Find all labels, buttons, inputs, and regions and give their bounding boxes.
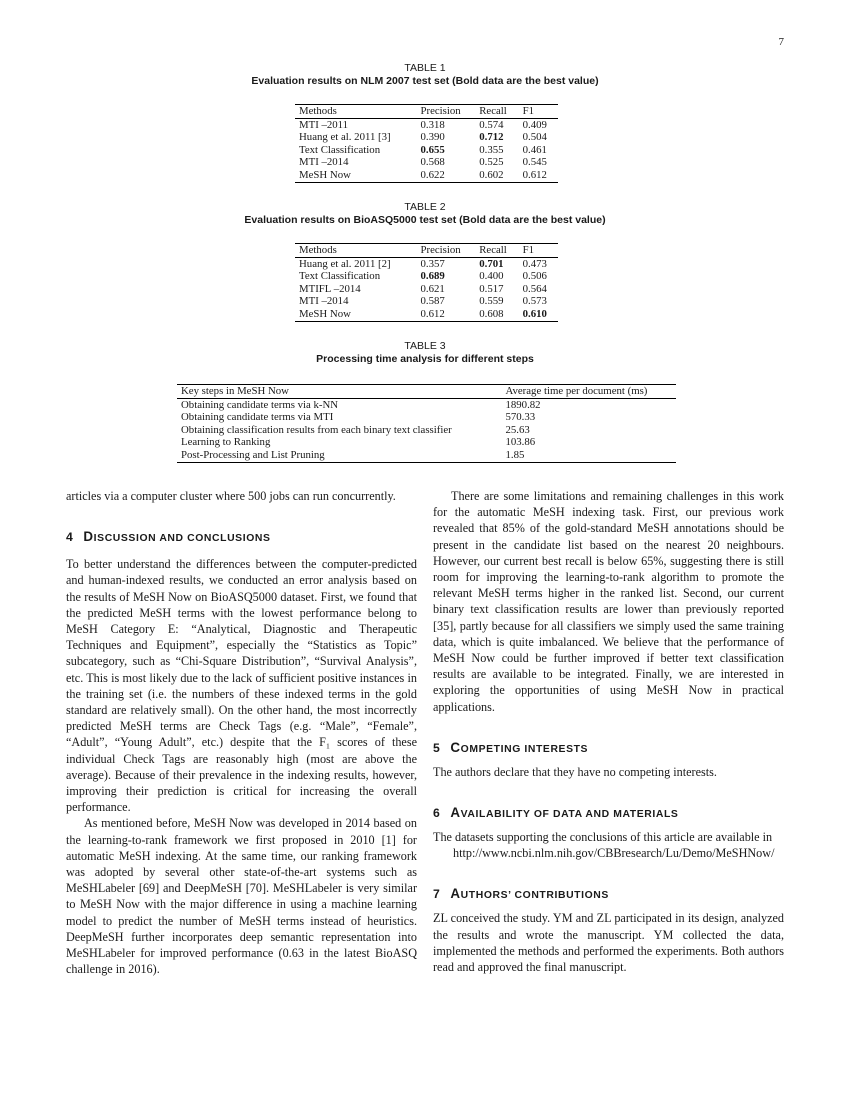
table-cell: 0.573 <box>522 295 547 308</box>
table1-col-recall: Recall <box>479 105 507 117</box>
section-initial: A <box>450 805 461 821</box>
table-row <box>177 398 676 411</box>
table-cell: Text Classification <box>299 143 381 156</box>
table-cell-best: 0.712 <box>479 131 504 144</box>
table-cell: MTI –2014 <box>299 156 349 169</box>
table-cell: 0.622 <box>420 168 445 181</box>
table-row <box>295 144 558 157</box>
table-cell: 0.409 <box>522 118 547 131</box>
table-cell: 0.608 <box>479 307 504 320</box>
table-cell: 0.621 <box>420 282 445 295</box>
left-column <box>66 488 417 977</box>
table3-col-steps: Key steps in MeSH Now <box>181 385 289 397</box>
section-title-rest: OMPETING INTERESTS <box>460 743 589 755</box>
table2-col-precision: Precision <box>420 244 461 256</box>
table-cell: 0.318 <box>420 118 445 131</box>
table-cell: Obtaining classification results from each binary text classifier <box>181 423 452 436</box>
competing-interests-paragraph: The authors declare that they have no competing interests. <box>433 764 717 779</box>
table-cell: 0.559 <box>479 295 504 308</box>
table-row <box>177 424 676 437</box>
table-cell: 0.504 <box>522 131 547 144</box>
table-row <box>295 156 558 169</box>
table3-caption <box>0 340 850 366</box>
table3-title: Processing time analysis for different steps <box>316 353 534 365</box>
section-heading-contributions <box>433 886 784 904</box>
table1-col-methods: Methods <box>299 105 337 117</box>
table3 <box>177 384 676 463</box>
table-cell: Post-Processing and List Pruning <box>181 448 325 461</box>
table-cell: 0.525 <box>479 156 504 169</box>
table1-label: TABLE 1 <box>404 62 446 74</box>
table-row <box>295 295 558 308</box>
table-row <box>177 436 676 449</box>
table1-caption <box>0 62 850 88</box>
table-row <box>295 118 558 131</box>
table2 <box>295 243 558 322</box>
table-cell-best: 0.610 <box>522 307 547 320</box>
table-row <box>295 169 558 182</box>
table-cell: 0.473 <box>522 257 547 270</box>
table3-label: TABLE 3 <box>404 340 446 352</box>
table2-col-methods: Methods <box>299 244 337 256</box>
table1 <box>295 104 558 183</box>
table1-title: Evaluation results on NLM 2007 test set (Bold data are the best value) <box>251 75 599 87</box>
table2-col-f1: F1 <box>522 244 534 256</box>
section-heading-competing-interests <box>433 740 784 758</box>
table-cell: Text Classification <box>299 270 381 283</box>
table-row <box>295 308 558 321</box>
table1-col-precision: Precision <box>420 105 461 117</box>
table-row <box>295 131 558 144</box>
table-cell: 0.545 <box>522 156 547 169</box>
table-cell: 0.568 <box>420 156 445 169</box>
table-cell: 0.461 <box>522 143 547 156</box>
table-cell: 0.602 <box>479 168 504 181</box>
table2-label: TABLE 2 <box>404 201 446 213</box>
table1-header-row <box>295 105 558 119</box>
table2-col-recall: Recall <box>479 244 507 256</box>
table-row <box>177 449 676 462</box>
section-heading-discussion <box>66 529 417 547</box>
limitations-paragraph: There are some limitations and remaining challenges in this work for the automatic MeSH indexing task. First, our previous work revealed that 85% of the gold-standard MeSH annotations should be present in the candidate list based on the nearest 20 neighbours. However, our current best recall is below 65%, suggesting there is still room for improving the learning-to-rank algorithm to promote the relevant MeSH terms higher in the ranked list. Second, our current binary text classification results are lower than previously reported [35], partly because for all classifiers we simply used the same training data, which is quite imbalanced. We believe that the performance of MeSH Now could be further improved if better text classification results are available to be integrated. Finally, we are interested in exploring the opportunities of using MeSH Now in practical applications. <box>433 489 784 714</box>
table-cell: MeSH Now <box>299 168 351 181</box>
availability-paragraph: The datasets supporting the conclusions of this article are available in <box>433 830 773 845</box>
section-title-rest: UTHORS’ CONTRIBUTIONS <box>460 890 609 902</box>
discussion-paragraph-1: To better understand the differences between the computer-predicted and human-indexed results, we conducted an error analysis based on the results of MeSH Now on BioASQ5000 dataset. First, we found that the predicted MeSH terms with the lowest performance belong to MeSH Category E: “Analytical, Diagnostic and Therapeutic Techniques and Equipment”, especially the “Statistics as Topic” subcategory, such as “Chi-Square Distribution”, “Survival Analysis”, etc. This is most likely due to the lack of sufficient positive instances in the training set (i.e. the numbers of these indexed terms in the gold standard are relatively small). On the other hand, the most incorrectly predicted MeSH terms are Check Tags (e.g. “Male”, “Female”, “Adult”, “Young Adult”, etc.) despite that the F₁ scores of these individual Check Tags are reasonably high (most are above the average). Because of their prevalence in the indexing results, however, improving their prediction is critical for increasing the overall performance. <box>66 557 417 815</box>
table-cell: 0.564 <box>522 282 547 295</box>
table1-col-f1: F1 <box>522 105 534 117</box>
table-cell: Obtaining candidate terms via MTI <box>181 411 334 424</box>
right-column <box>433 488 784 975</box>
section-initial: D <box>83 529 94 545</box>
table-row <box>177 411 676 424</box>
table-cell: Huang et al. 2011 [3] <box>299 131 391 144</box>
table-cell: 0.357 <box>420 257 445 270</box>
table-row <box>295 283 558 296</box>
section-number: 5 <box>433 740 441 755</box>
table-cell: 1.85 <box>505 448 525 461</box>
table-cell: 103.86 <box>505 436 536 449</box>
discussion-paragraph-2: As mentioned before, MeSH Now was developed in 2014 based on the learning-to-rank framework we first proposed in 2010 [1] for automatic MeSH indexing. At the same time, our ranking framework was adopted by several other state-of-the-art systems such as MeSHLabeler [69] and DeepMeSH [70]. MeSHLabeler is very similar to MeSH Now with the major difference in using a machine learning model to predict the number of MeSH terms instead of heuristics. DeepMeSH further incorporates deep semantic representation into MeSHLabeler for improved performance (0.63 in the latest BioASQ challenge in 2016). <box>66 816 417 977</box>
section-initial: C <box>450 739 461 755</box>
table-cell: 0.506 <box>522 270 547 283</box>
table-cell: 0.400 <box>479 270 504 283</box>
table-cell: 0.587 <box>420 295 445 308</box>
section-title-rest: VAILABILITY OF DATA AND MATERIALS <box>460 809 679 821</box>
table-cell: 0.355 <box>479 143 504 156</box>
table-cell: 0.612 <box>420 307 445 320</box>
section-number: 6 <box>433 806 441 821</box>
table-cell: 1890.82 <box>505 398 541 411</box>
paragraph-continued: articles via a computer cluster where 500 jobs can run concurrently. <box>66 489 396 503</box>
page-number: 7 <box>778 36 784 48</box>
section-title-rest: ISCUSSION AND CONCLUSIONS <box>93 533 271 545</box>
table-row <box>295 270 558 283</box>
section-number: 7 <box>433 887 441 902</box>
table-cell: 0.612 <box>522 168 547 181</box>
table-cell: MTI –2014 <box>299 295 349 308</box>
table-cell: 0.517 <box>479 282 504 295</box>
table2-title: Evaluation results on BioASQ5000 test set (Bold data are the best value) <box>244 214 606 226</box>
table3-col-time: Average time per document (ms) <box>505 385 648 397</box>
table-cell: Learning to Ranking <box>181 436 271 449</box>
table2-caption <box>0 201 850 227</box>
table-row <box>295 257 558 270</box>
table-cell: MTIFL –2014 <box>299 282 361 295</box>
section-number: 4 <box>66 530 74 545</box>
table-cell-best: 0.655 <box>420 143 445 156</box>
table2-header-row <box>295 244 558 258</box>
table-cell: 0.390 <box>420 131 445 144</box>
table-cell: MTI –2011 <box>299 118 349 131</box>
section-initial: A <box>450 886 461 902</box>
table-cell: Huang et al. 2011 [2] <box>299 257 391 270</box>
table-cell: 570.33 <box>505 411 536 424</box>
table-cell: MeSH Now <box>299 307 351 320</box>
contributions-paragraph: ZL conceived the study. YM and ZL participated in its design, analyzed the results and wrote the manuscript. YM collected the data, implemented the methods and performed the experiments. Both authors read and approved the final manuscript. <box>433 911 784 975</box>
section-heading-availability <box>433 805 784 823</box>
table3-header-row <box>177 385 676 399</box>
table-cell: 25.63 <box>505 423 530 436</box>
dataset-url[interactable]: http://www.ncbi.nlm.nih.gov/CBBresearch/Lu/Demo/MeSHNow/ <box>453 846 775 861</box>
table-cell-best: 0.689 <box>420 270 445 283</box>
table-cell-best: 0.701 <box>479 257 504 270</box>
table-cell: Obtaining candidate terms via k-NN <box>181 398 339 411</box>
table-cell: 0.574 <box>479 118 504 131</box>
